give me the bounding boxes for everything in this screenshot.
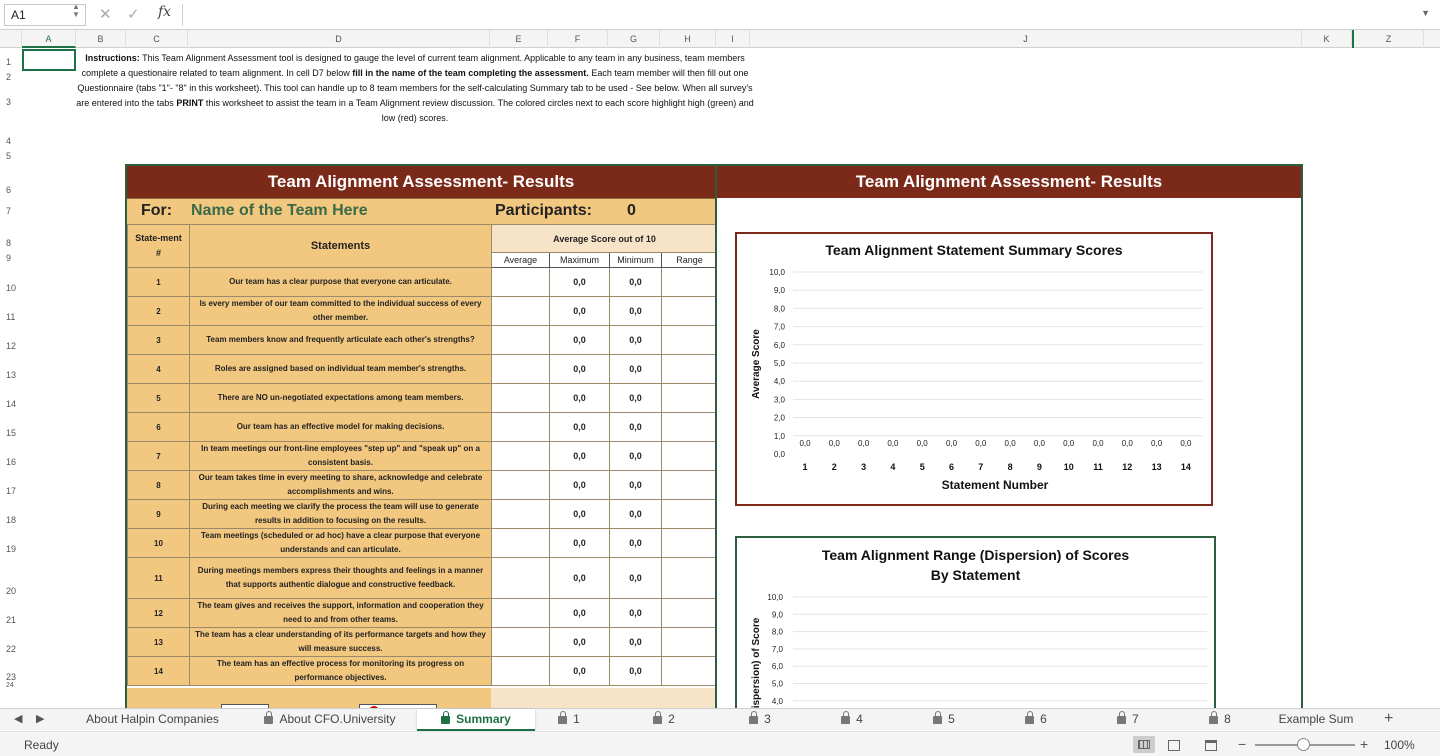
y-tick-label: 4,0 (771, 696, 783, 706)
row-header[interactable]: 15 (6, 428, 17, 438)
sheet-tab[interactable] (1082, 709, 1174, 731)
average-score-group-header: Average Score out of 10 (492, 225, 718, 253)
statement-row (128, 471, 718, 500)
zoom-in-icon[interactable]: + (1360, 736, 1369, 752)
data-label: 0,0 (1121, 439, 1133, 448)
instructions-text (70, 51, 760, 126)
sheet-tab[interactable] (417, 709, 535, 731)
x-tick-label: 11 (1093, 462, 1103, 472)
x-tick-label: 1 (802, 462, 808, 472)
row-header[interactable]: 3 (6, 97, 12, 107)
participants-label: Participants: (495, 202, 592, 219)
range-cell[interactable] (662, 326, 718, 355)
column-header-i[interactable]: I (716, 30, 750, 48)
average-cell[interactable] (492, 500, 550, 529)
sheet-tab-label: 4 (856, 712, 863, 726)
formula-input[interactable] (182, 4, 1422, 26)
name-box-dropdown-icon[interactable]: ▲ ▼ (72, 2, 80, 19)
selected-cell-a1[interactable] (22, 49, 76, 71)
average-cell[interactable] (492, 657, 550, 686)
minimum-cell[interactable]: 0,0 (610, 413, 662, 442)
statement-number[interactable]: 5 (128, 384, 190, 413)
x-tick-label: 8 (1007, 462, 1013, 472)
statement-row (128, 628, 718, 657)
average-cell[interactable] (492, 355, 550, 384)
column-headers (0, 30, 1440, 48)
column-header-d[interactable]: D (188, 30, 490, 48)
row-header[interactable]: 23 (6, 672, 17, 682)
column-header-k[interactable]: K (1302, 30, 1352, 48)
data-label: 0,0 (975, 439, 987, 448)
statement-row (128, 297, 718, 326)
y-axis-label: ispersion) of Score (751, 617, 762, 709)
sheet-tab[interactable] (806, 709, 898, 731)
bottom-strip (127, 688, 717, 709)
data-label: 0,0 (1092, 439, 1104, 448)
participants-value: 0 (627, 202, 636, 219)
maximum-cell[interactable]: 0,0 (550, 326, 610, 355)
statement-text[interactable]: Is every member of our team committed to the individual success of every other member. (190, 297, 492, 326)
column-header-j[interactable]: J (750, 30, 1302, 48)
instructions-part2: Each team member will then fill out one Questionnaire (tabs "1"- "8" in this worksheet). This tool can handle up to 8 team members for the self-calculating Summary tab to be used - See below. When all survey's are entered into the tabs (76, 68, 753, 108)
minimum-cell[interactable]: 0,0 (610, 628, 662, 657)
average-cell[interactable] (492, 442, 550, 471)
minimum-cell[interactable]: 0,0 (610, 500, 662, 529)
range-cell[interactable] (662, 268, 718, 297)
summary-scores-chart[interactable] (735, 232, 1213, 506)
x-axis-label: Statement Number (941, 478, 1049, 492)
minimum-cell[interactable]: 0,0 (610, 558, 662, 599)
range-dispersion-chart[interactable] (735, 536, 1216, 716)
row-header[interactable]: 11 (6, 312, 16, 322)
chart2-subtitle: By Statement (930, 567, 1021, 583)
minimum-cell[interactable]: 0,0 (610, 529, 662, 558)
statement-number[interactable]: 4 (128, 355, 190, 384)
maximum-cell[interactable]: 0,0 (550, 558, 610, 599)
row-header[interactable]: 8 (6, 238, 12, 248)
range-cell[interactable] (662, 558, 718, 599)
range-cell[interactable] (662, 599, 718, 628)
statement-row (128, 413, 718, 442)
statement-number[interactable]: 1 (128, 268, 190, 297)
statement-number[interactable]: 9 (128, 500, 190, 529)
sheet-tab-label: 5 (948, 712, 955, 726)
row-header[interactable]: 10 (6, 283, 17, 293)
row-header[interactable]: 18 (6, 515, 17, 525)
y-tick-label: 7,0 (773, 322, 785, 332)
instructions-lead: Instructions: (85, 53, 140, 63)
statement-row (128, 326, 718, 355)
statement-row (128, 355, 718, 384)
row-header[interactable]: 16 (6, 457, 17, 467)
column-header-f[interactable]: F (548, 30, 608, 48)
data-label: 0,0 (887, 439, 899, 448)
maximum-cell[interactable]: 0,0 (550, 657, 610, 686)
maximum-cell[interactable]: 0,0 (550, 268, 610, 297)
page-break-view-icon[interactable] (1205, 740, 1217, 751)
x-tick-label: 10 (1063, 462, 1074, 472)
sheet-tab[interactable] (60, 709, 245, 731)
sheet-tab[interactable] (898, 709, 990, 731)
sheet-tab[interactable] (1266, 709, 1366, 731)
y-tick-label: 2,0 (773, 413, 785, 423)
charts-banner: Team Alignment Assessment- Results (717, 166, 1301, 198)
y-tick-label: 9,0 (773, 286, 785, 296)
row-header[interactable]: 4 (6, 136, 12, 146)
row-header[interactable]: 7 (6, 206, 12, 216)
row-header[interactable]: 1 (6, 57, 12, 67)
row-header[interactable]: 5 (6, 151, 12, 161)
minimum-cell[interactable]: 0,0 (610, 326, 662, 355)
maximum-cell[interactable]: 0,0 (550, 500, 610, 529)
team-info-row (127, 198, 717, 224)
x-tick-label: 13 (1151, 462, 1162, 472)
add-sheet-icon[interactable]: + (1384, 710, 1394, 727)
statement-number[interactable]: 6 (128, 413, 190, 442)
zoom-out-icon[interactable]: − (1238, 736, 1247, 752)
maximum-cell[interactable]: 0,0 (550, 442, 610, 471)
data-label: 0,0 (1063, 439, 1075, 448)
maximum-cell[interactable]: 0,0 (550, 384, 610, 413)
lock-icon (1117, 716, 1126, 724)
lock-icon (441, 716, 450, 724)
lock-icon (558, 716, 567, 724)
x-tick-label: 14 (1180, 462, 1191, 472)
range-cell[interactable] (662, 297, 718, 326)
minimum-cell[interactable]: 0,0 (610, 442, 662, 471)
maximum-cell[interactable]: 0,0 (550, 297, 610, 326)
minimum-cell[interactable]: 0,0 (610, 297, 662, 326)
sheet-tab-label: 2 (668, 712, 675, 726)
range-cell[interactable] (662, 500, 718, 529)
y-tick-label: 6,0 (771, 662, 783, 672)
range-cell[interactable] (662, 442, 718, 471)
y-tick-label: 8,0 (771, 627, 783, 637)
data-label: 0,0 (1004, 439, 1016, 448)
formula-bar (0, 0, 1440, 30)
chart1-plot (737, 234, 1211, 504)
sheet-tab-label: 1 (573, 712, 580, 726)
minimum-cell[interactable]: 0,0 (610, 471, 662, 500)
column-header-g[interactable]: G (608, 30, 660, 48)
row-header[interactable]: 24 (6, 682, 14, 689)
function-icon[interactable]: fx (158, 4, 172, 20)
minimum-cell[interactable]: 0,0 (610, 268, 662, 297)
lock-icon (264, 716, 273, 724)
statements-header: Statements (190, 225, 492, 268)
y-tick-label: 1,0 (773, 431, 785, 441)
sheet-tab-bar (0, 708, 1440, 730)
chart2-plot (737, 538, 1214, 716)
statement-number[interactable]: 10 (128, 529, 190, 558)
statement-text[interactable]: Our team has a clear purpose that everyone can articulate. (190, 268, 492, 297)
column-header-z[interactable]: Z (1352, 30, 1424, 48)
statement-text[interactable]: In team meetings our front-line employees "step up" and "speak up" on a consistent basis. (190, 442, 492, 471)
data-label: 0,0 (799, 439, 811, 448)
next-sheet-icon[interactable]: ▶ (36, 713, 45, 725)
check-icon[interactable]: ✓ (127, 6, 140, 23)
statements-table (127, 224, 717, 686)
statement-number[interactable]: 13 (128, 628, 190, 657)
statement-number[interactable]: 7 (128, 442, 190, 471)
maximum-cell[interactable]: 0,0 (550, 599, 610, 628)
sheet-tab-label: 3 (764, 712, 771, 726)
normal-view-icon[interactable] (1133, 736, 1155, 753)
statement-number[interactable]: 3 (128, 326, 190, 355)
statement-text[interactable]: Roles are assigned based on individual team member's strengths. (190, 355, 492, 384)
lock-icon (841, 716, 850, 724)
maximum-cell[interactable]: 0,0 (550, 355, 610, 384)
page-layout-view-icon[interactable] (1168, 740, 1180, 751)
row-headers (0, 48, 22, 708)
data-label: 0,0 (916, 439, 928, 448)
y-tick-label: 8,0 (773, 304, 785, 314)
y-tick-label: 9,0 (771, 610, 783, 620)
statement-text[interactable]: Our team takes time in every meeting to share, acknowledge and celebrate accomplishments and wins. (190, 471, 492, 500)
column-header-a[interactable]: A (22, 30, 76, 48)
y-tick-label: 10,0 (767, 593, 783, 602)
expand-formula-bar-icon[interactable]: ▼ (1421, 8, 1430, 18)
statement-number[interactable]: 11 (128, 558, 190, 599)
average-cell[interactable] (492, 599, 550, 628)
statement-row (128, 500, 718, 529)
y-tick-label: 5,0 (773, 359, 785, 368)
data-label: 0,0 (1180, 439, 1192, 448)
data-label: 0,0 (858, 439, 870, 448)
sheet-tab[interactable] (620, 709, 708, 731)
select-all-corner[interactable] (0, 30, 22, 48)
statement-row (128, 599, 718, 628)
lock-icon (653, 716, 662, 724)
row-header[interactable]: 21 (6, 615, 17, 625)
sheet-tab[interactable] (535, 709, 603, 731)
row-header[interactable]: 19 (6, 544, 17, 554)
average-cell[interactable] (492, 558, 550, 599)
maximum-header: Maximum (550, 253, 610, 268)
column-header-e[interactable]: E (490, 30, 548, 48)
chart1-title: Team Alignment Statement Summary Scores (825, 242, 1123, 258)
results-table-panel (125, 164, 717, 709)
range-cell[interactable] (662, 384, 718, 413)
average-cell[interactable] (492, 268, 550, 297)
data-label: 0,0 (945, 439, 958, 448)
x-tick-label: 3 (861, 462, 867, 472)
minimum-cell[interactable]: 0,0 (610, 384, 662, 413)
range-cell[interactable] (662, 657, 718, 686)
minimum-header: Minimum (610, 253, 662, 268)
status-bar (0, 731, 1440, 756)
column-header-h[interactable]: H (660, 30, 716, 48)
range-cell[interactable] (662, 355, 718, 384)
chart2-title: Team Alignment Range (Dispersion) of Scores (821, 547, 1130, 563)
statement-number-header: State-ment # (128, 225, 190, 268)
row-header[interactable]: 20 (6, 586, 17, 596)
instructions-part3: this worksheet to assist the team in a Team Alignment review discussion. The colored circles next to each score highlight high (green) and low (red) scores. (203, 98, 754, 123)
team-name-cell[interactable]: Name of the Team Here (191, 202, 368, 219)
statement-number[interactable]: 2 (128, 297, 190, 326)
data-label: 0,0 (1033, 439, 1045, 448)
data-label: 0,0 (1151, 439, 1163, 448)
range-cell[interactable] (662, 628, 718, 657)
range-cell[interactable] (662, 529, 718, 558)
x-tick-label: 9 (1036, 462, 1042, 472)
statement-text[interactable]: The team gives and receives the support, information and cooperation they need to and from other teams. (190, 599, 492, 628)
x-tick-label: 7 (978, 462, 984, 472)
y-tick-label: 6,0 (773, 340, 785, 350)
maximum-cell[interactable]: 0,0 (550, 628, 610, 657)
zoom-slider-thumb[interactable] (1297, 738, 1310, 751)
sheet-tab-label: 6 (1040, 712, 1047, 726)
average-cell[interactable] (492, 384, 550, 413)
maximum-cell[interactable]: 0,0 (550, 413, 610, 442)
row-header[interactable]: 14 (6, 399, 17, 409)
range-cell[interactable] (662, 413, 718, 442)
row-header[interactable]: 17 (6, 486, 17, 496)
average-cell[interactable] (492, 471, 550, 500)
y-tick-label: 4,0 (773, 377, 785, 387)
average-cell[interactable] (492, 529, 550, 558)
previous-sheet-icon[interactable]: ◀ (14, 713, 23, 725)
statement-row (128, 442, 718, 471)
statement-text[interactable]: Team members know and frequently articulate each other's strengths? (190, 326, 492, 355)
maximum-cell[interactable]: 0,0 (550, 471, 610, 500)
x-tick-label: 4 (890, 462, 896, 472)
lock-icon (1209, 716, 1218, 724)
lock-icon (749, 716, 758, 724)
x-tick-label: 12 (1122, 462, 1133, 472)
row-header[interactable]: 13 (6, 370, 17, 380)
row-header[interactable]: 12 (6, 341, 17, 351)
sheet-tab-label: 7 (1132, 712, 1139, 726)
minimum-cell[interactable]: 0,0 (610, 657, 662, 686)
sheet-tab-label: About Halpin Companies (86, 712, 219, 726)
statement-row (128, 529, 718, 558)
statement-row (128, 558, 718, 599)
instructions-bold1: fill in the name of the team completing the assessment. (352, 68, 589, 78)
x-tick-label: 5 (919, 462, 925, 472)
statement-text[interactable]: Our team has an effective model for making decisions. (190, 413, 492, 442)
range-header: Range (662, 253, 718, 268)
instructions-part1: This Team Alignment Assessment tool is designed to gauge the level of current team alignment. Applicable to any team in any business, team members complete a questionaire related to team alignment. In cell D7 below (81, 53, 745, 78)
statement-text[interactable]: The team has an effective process for monitoring its progress on performance objectives. (190, 657, 492, 686)
y-tick-label: 10,0 (769, 268, 785, 277)
sheet-tab-label: Example Sum (1278, 712, 1354, 726)
data-label: 0,0 (828, 439, 840, 448)
minimum-cell[interactable]: 0,0 (610, 355, 662, 384)
sheet-tab-label: Summary (456, 712, 511, 726)
results-banner: Team Alignment Assessment- Results (127, 166, 715, 198)
y-tick-label: 5,0 (771, 679, 783, 689)
average-cell[interactable] (492, 628, 550, 657)
y-axis-label: Average Score (751, 329, 762, 399)
row-header[interactable]: 9 (6, 253, 12, 263)
status-ready: Ready (24, 738, 59, 752)
sheet-tab[interactable] (1174, 709, 1266, 731)
statement-row (128, 657, 718, 686)
sheet-tab[interactable] (714, 709, 806, 731)
instructions-bold2: PRINT (176, 98, 204, 108)
close-icon[interactable]: ✕ (99, 6, 112, 23)
statement-number[interactable]: 12 (128, 599, 190, 628)
y-tick-label: 3,0 (773, 395, 785, 405)
statement-text[interactable]: The team has a clear understanding of its performance targets and how they will measure success. (190, 628, 492, 657)
row-header[interactable]: 22 (6, 644, 17, 654)
statement-number[interactable]: 14 (128, 657, 190, 686)
statement-number[interactable]: 8 (128, 471, 190, 500)
statement-row (128, 268, 718, 297)
sheet-tab[interactable] (245, 709, 415, 731)
sheet-tab-label: About CFO.University (279, 712, 396, 726)
row-header[interactable]: 2 (6, 72, 12, 82)
y-tick-label: 0,0 (773, 450, 785, 459)
for-label: For: (141, 202, 173, 219)
statement-text[interactable]: Team meetings (scheduled or ad hoc) have a clear purpose that everyone understands and can articulate. (190, 529, 492, 558)
lock-icon (1025, 716, 1034, 724)
average-cell[interactable] (492, 413, 550, 442)
statement-text[interactable]: There are NO un-negotiated expectations among team members. (190, 384, 492, 413)
zoom-level[interactable]: 100% (1384, 738, 1415, 752)
column-header-b[interactable]: B (76, 30, 126, 48)
sheet-tab-label: 8 (1224, 712, 1231, 726)
lock-icon (933, 716, 942, 724)
y-tick-label: 7,0 (771, 644, 783, 654)
x-tick-label: 2 (831, 462, 837, 472)
x-tick-label: 6 (948, 462, 955, 472)
statement-text[interactable]: During each meeting we clarify the process the team will use to generate results in addition to focusing on the results. (190, 500, 492, 529)
cell-reference: A1 (11, 8, 26, 22)
statement-row (128, 384, 718, 413)
maximum-cell[interactable]: 0,0 (550, 529, 610, 558)
sheet-tab[interactable] (990, 709, 1082, 731)
row-header[interactable]: 6 (6, 185, 12, 195)
average-cell[interactable] (492, 326, 550, 355)
average-cell[interactable] (492, 297, 550, 326)
minimum-cell[interactable]: 0,0 (610, 599, 662, 628)
column-header-c[interactable]: C (126, 30, 188, 48)
average-header: Average (492, 253, 550, 268)
statement-text[interactable]: During meetings members express their thoughts and feelings in a manner that supports authentic dialogue and constructive feedback. (190, 558, 492, 599)
range-cell[interactable] (662, 471, 718, 500)
